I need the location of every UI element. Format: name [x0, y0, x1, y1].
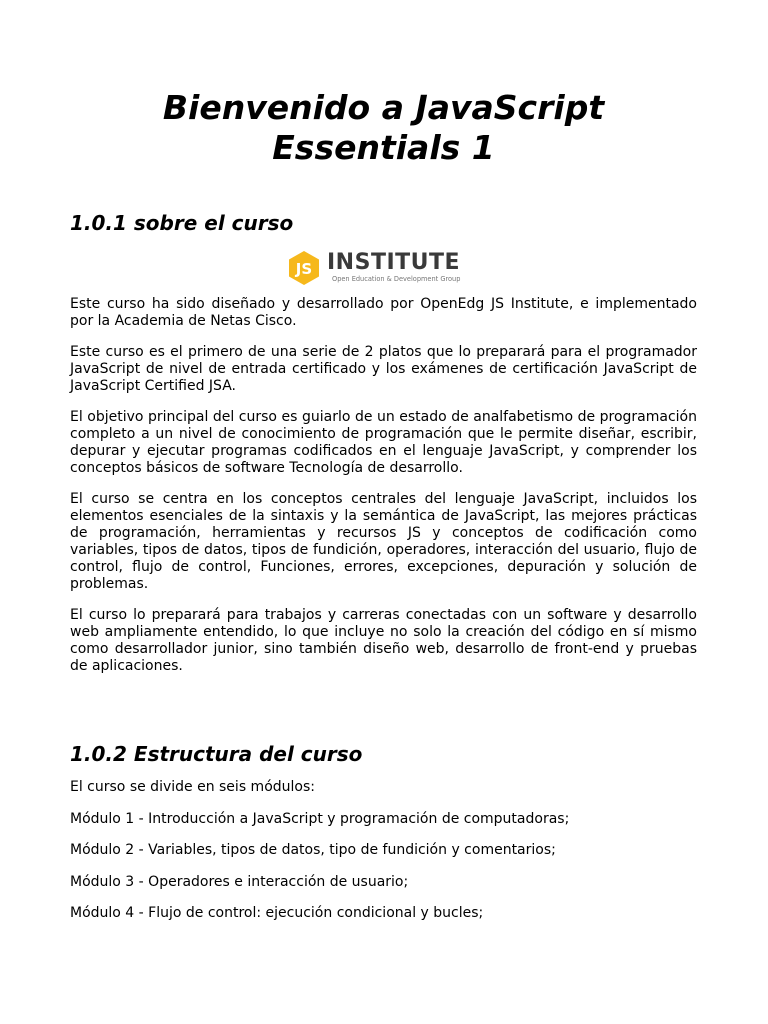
logo-mark: JS: [295, 260, 313, 278]
paragraph: Este curso es el primero de una serie de 2 platos que lo preparará para el programador JavaScript de nivel de entrada certificado y los exámenes de certificación JavaScript de JavaScript Certified JSA.: [70, 344, 697, 394]
about-body: [70, 296, 697, 689]
paragraph: El curso se centra en los conceptos centrales del lenguaje JavaScript, incluidos los elementos esenciales de la sintaxis y la semántica de JavaScript, las mejores prácticas de programación, herramientas y recursos JS y conceptos de codificación como variables, tipos de datos, tipos de fundición, operadores, interacción del usuario, flujo de control, flujo de control, Funciones, errores, excepciones, depuración y solución de problemas.: [70, 491, 697, 592]
logo-wordmark: INSTITUTE: [327, 250, 461, 275]
paragraph: El curso lo preparará para trabajos y carreras conectadas con un software y desarrollo web ampliamente entendido, lo que incluye no solo la creación del código en sí mismo como desarrollador junior, sino también diseño web, desarrollo de front-end y pruebas de aplicaciones.: [70, 607, 697, 674]
structure-body: [70, 779, 697, 937]
js-institute-logo: [286, 250, 482, 286]
module-item: Módulo 2 - Variables, tipos de datos, tipo de fundición y comentarios;: [70, 842, 556, 858]
module-item: Módulo 4 - Flujo de control: ejecución condicional y bucles;: [70, 905, 484, 921]
document-title: Bienvenido a JavaScript Essentials 1: [162, 88, 605, 167]
module-item: Módulo 3 - Operadores e interacción de usuario;: [70, 873, 409, 890]
js-hexagon-icon: [286, 250, 322, 286]
section-heading-structure: 1.0.2 Estructura del curso: [70, 742, 363, 766]
module-item: Módulo 1 - Introducción a JavaScript y programación de computadoras;: [70, 810, 570, 827]
structure-intro: El curso se divide en seis módulos:: [70, 779, 315, 795]
paragraph: El objetivo principal del curso es guiarlo de un estado de analfabetismo de programación completo a un nivel de conocimiento de programación que le permite diseñar, escribir, depurar y ejecutar programas codificados en el lenguaje JavaScript, y comprender los conceptos básicos de software Tecnología de desarrollo.: [70, 409, 697, 476]
paragraph: Este curso ha sido diseñado y desarrollado por OpenEdg JS Institute, e implementado por la Academia de Netas Cisco.: [70, 296, 697, 329]
section-heading-about: 1.0.1 sobre el curso: [70, 211, 294, 235]
logo-tagline: Open Education & Development Group: [332, 275, 461, 283]
